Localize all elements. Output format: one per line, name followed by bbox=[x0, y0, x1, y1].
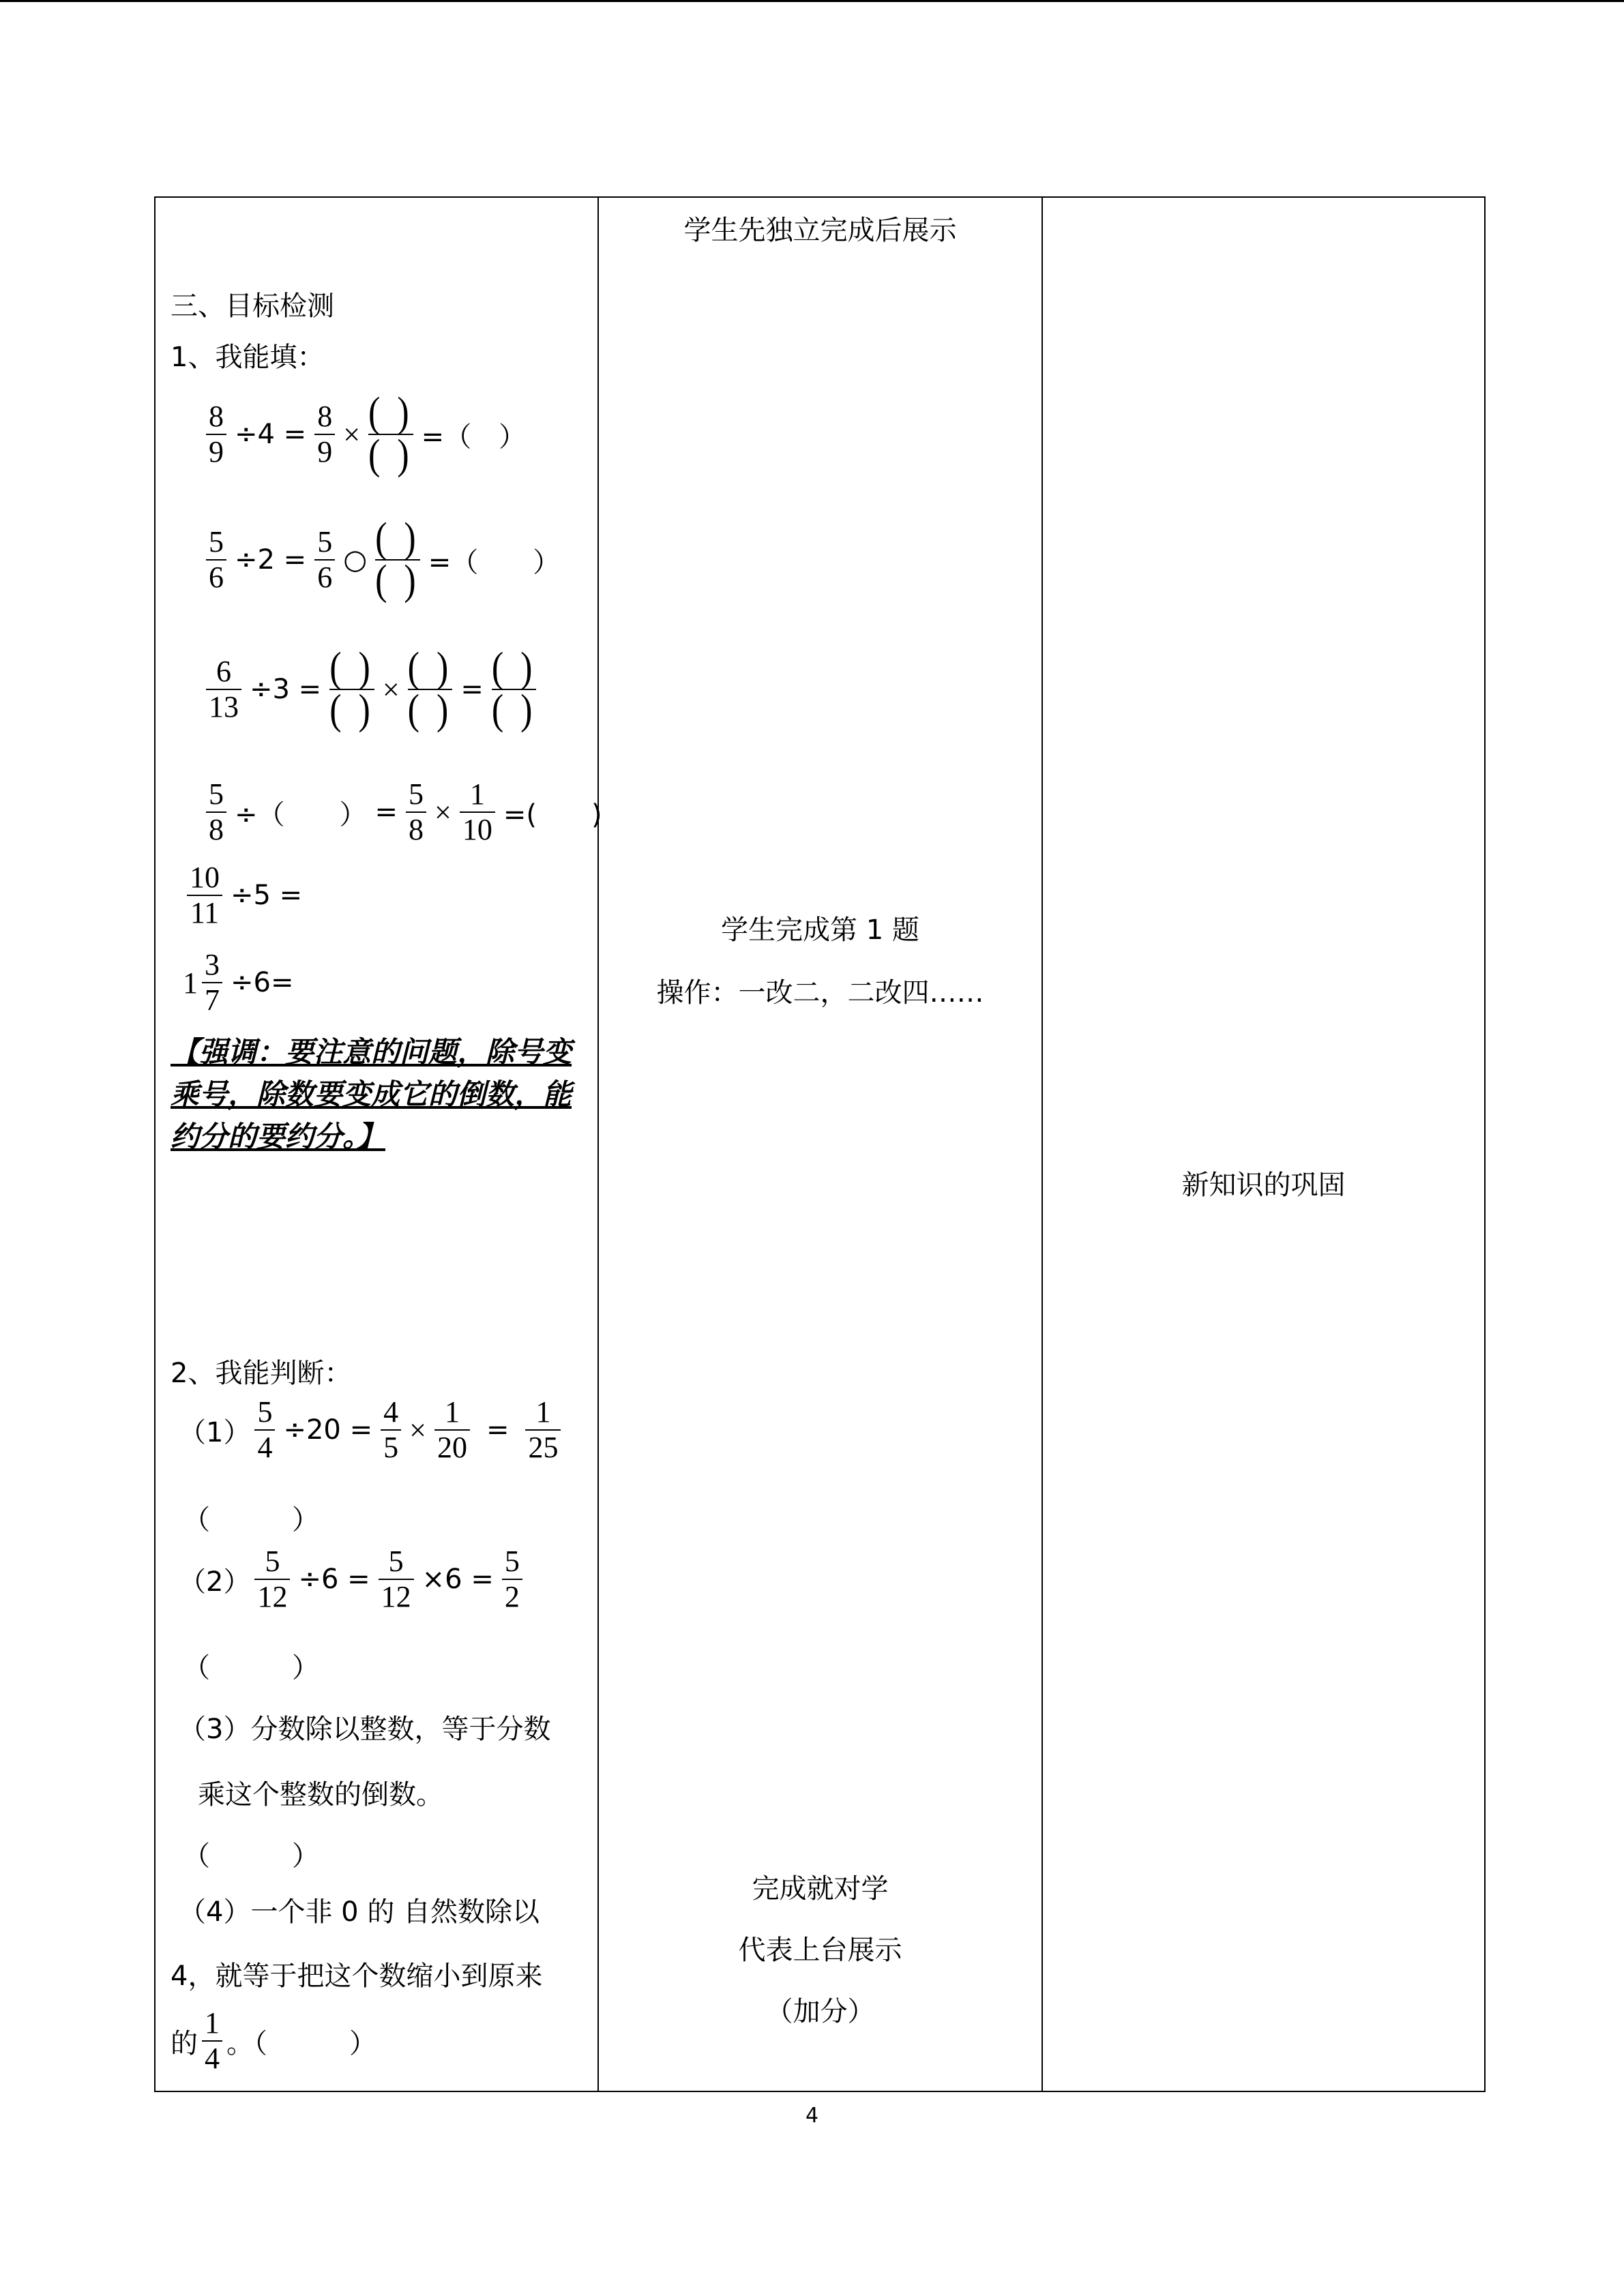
equation-4: $\frac{5}{8}$ ÷（ ） = $\frac{5}{8}$ × $\frac{1}{10}$ =( ) bbox=[202, 777, 606, 847]
activity-top: 学生先独立完成后展示 bbox=[683, 215, 957, 246]
judge-item-4-line1: （4）一个非 0 的 自然数除以 bbox=[179, 1896, 540, 1928]
purpose-column bbox=[1043, 198, 1484, 2091]
judge-item-3-line1: （3）分数除以整数，等于分数 bbox=[179, 1714, 551, 1745]
judge-item-1-blank: （ ） bbox=[183, 1504, 319, 1536]
judge-item-4-line2: 4，就等于把这个数缩小到原来 bbox=[171, 1960, 543, 1992]
question-1-title: 1、我能填： bbox=[171, 342, 325, 373]
activity-mid-1: 学生完成第 1 题 bbox=[721, 914, 919, 946]
exercise-column bbox=[156, 198, 602, 2091]
equation-2: $\frac{5}{6}$ ÷2 = $\frac{5}{6}$ ○ $\frac{( )}{( )}$ =（ ） bbox=[202, 518, 564, 601]
activity-bottom-3: （加分） bbox=[765, 1996, 875, 2027]
activity-mid-2: 操作：一改二，二改四…… bbox=[656, 977, 984, 1009]
activity-bottom-2: 代表上台展示 bbox=[738, 1935, 902, 1966]
judge-item-2: （2） $\frac{5}{12}$ ÷6 = $\frac{5}{12}$ ×6 = $\frac{5}{2}$ bbox=[179, 1545, 527, 1614]
page-number: 4 bbox=[805, 2104, 819, 2128]
activity-bottom-1: 完成就对学 bbox=[752, 1873, 889, 1905]
top-border-line bbox=[0, 0, 1624, 2]
equation-5: $\frac{10}{11}$ ÷5 = bbox=[183, 861, 306, 930]
purpose-text: 新知识的巩固 bbox=[1181, 1169, 1346, 1201]
circle-operator-blank: ○ bbox=[343, 544, 368, 576]
judge-item-3-line2: 乘这个整数的倒数。 bbox=[198, 1779, 443, 1810]
equation-6: 1 $\frac{3}{7}$ ÷6= bbox=[183, 948, 294, 1017]
equation-1: $\frac{8}{9}$ ÷4 = $\frac{8}{9}$ × $\frac{( )}{( )}$ =（ ） bbox=[202, 393, 530, 476]
judge-item-2-blank: （ ） bbox=[183, 1652, 319, 1684]
equation-3: $\frac{6}{13}$ ÷3 = $\frac{( )}{( )}$ × $\frac{( )}{( )}$ = $\frac{( )}{( )}$ bbox=[202, 648, 540, 731]
judge-item-4-line3: 的 $\frac{1}{4}$ 。（ ） bbox=[171, 2006, 377, 2075]
activity-column bbox=[599, 198, 1042, 2091]
question-2-title: 2、我能判断： bbox=[171, 1358, 352, 1389]
judge-item-3-blank: （ ） bbox=[183, 1840, 319, 1872]
emphasis-note: 【强调：要注意的问题，除号变乘号，除数要变成它的倒数，能约分的要约分。】 bbox=[171, 1035, 572, 1153]
lesson-table bbox=[154, 196, 1486, 2092]
judge-item-1: （1） $\frac{5}{4}$ ÷20 = $\frac{4}{5}$ × $\frac{1}{20}$ = $\frac{1}{25}$ bbox=[179, 1395, 565, 1465]
section-title: 三、目标检测 bbox=[171, 290, 334, 322]
